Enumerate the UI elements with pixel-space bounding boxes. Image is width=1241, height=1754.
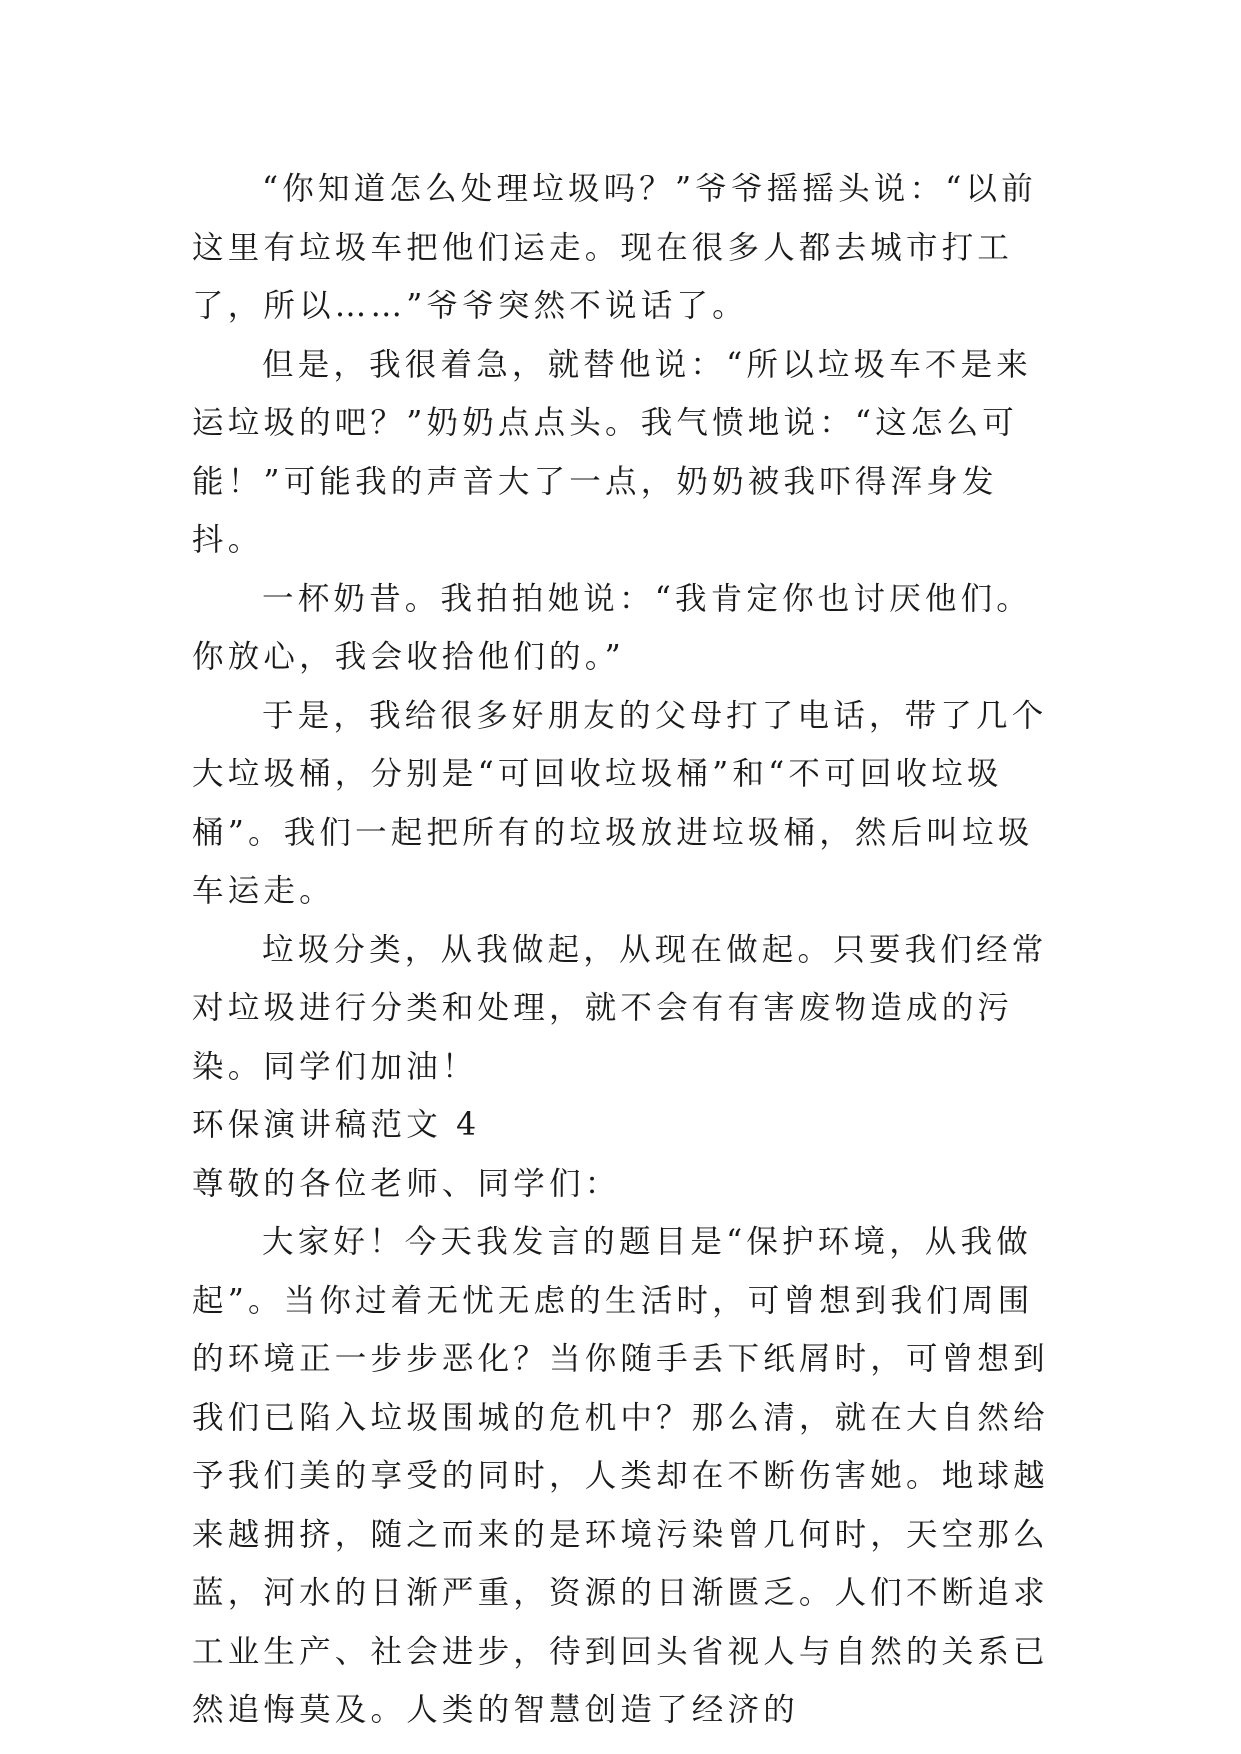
section-title: 环保演讲稿范文 4 bbox=[192, 1107, 481, 1143]
paragraph-grandpa-question: “你知道怎么处理垃圾吗？”爷爷摇摇头说：“以前这里有垃圾车把他们运走。现在很多人都去城市打工了，所以……”爷爷突然不说话了。 bbox=[192, 171, 1037, 324]
speech-paragraph: 大家好！今天我发言的题目是“保护环境，从我做起”。当你过着无忧无虑的生活时，可曾想到我们周围的环境正一步步恶化？当你随手丢下纸屑时，可曾想到我们已陷入垃圾围城的危机中？那么清，就在大自然给予我们美的享受的同时，人类却在不断伤害她。地球越来越拥挤，随之而来的是环境污染曾几何时，天空那么蓝，河水的日渐严重，资源的日渐匮乏。人们不断追求工业生产、社会进步，待到回头省视人与自然的关系已然追悔莫及。人类的智慧创造了经济的 bbox=[192, 1224, 1049, 1728]
paragraph-grandma-nod: 但是，我很着急，就替他说：“所以垃圾车不是来运垃圾的吧？”奶奶点点头。我气愤地说：“这怎么可能！”可能我的声音大了一点，奶奶被我吓得浑身发抖。 bbox=[192, 346, 1033, 558]
paragraph-conclusion: 垃圾分类，从我做起，从现在做起。只要我们经常对垃圾进行分类和处理，就不会有有害废物造成的污染。同学们加油！ bbox=[192, 931, 1048, 1085]
paragraph-comfort: 一杯奶昔。我拍拍她说：“我肯定你也讨厌他们。你放心，我会收拾他们的。” bbox=[192, 580, 1033, 675]
document-body bbox=[192, 160, 1062, 1740]
salutation: 尊敬的各位老师、同学们： bbox=[192, 1165, 621, 1202]
paragraph-trash-cans: 于是，我给很多好朋友的父母打了电话，带了几个大垃圾桶，分别是“可回收垃圾桶”和“不可回收垃圾桶”。我们一起把所有的垃圾放进垃圾桶，然后叫垃圾车运走。 bbox=[192, 697, 1048, 909]
